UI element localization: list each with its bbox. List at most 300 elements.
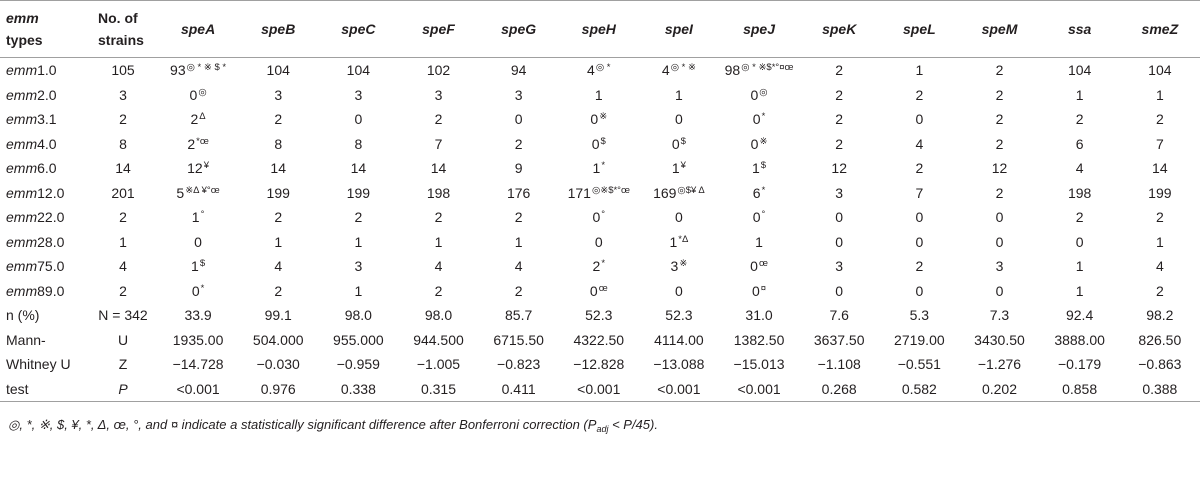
statistic-value: 0.388 [1142, 380, 1178, 397]
emm-type-cell [0, 83, 88, 108]
gene-count-value: 14 [350, 160, 367, 176]
gene-count-value: 2 [354, 209, 363, 225]
statistic-value: 0.338 [340, 380, 376, 397]
gene-count-value: 2 [915, 258, 924, 274]
gene-count-value: 104 [1067, 62, 1092, 78]
gene-count-cell [479, 230, 559, 255]
gene-count-value: 2 [514, 209, 523, 225]
gene-count-value: 0 [915, 233, 924, 250]
gene-count-cell [238, 156, 318, 181]
gene-count-cell [158, 205, 238, 230]
gene-count-value: 3 [354, 258, 363, 274]
significance-marks: œ [598, 282, 608, 294]
emm-type-number: 3.1 [37, 111, 57, 127]
statistic-value: 0.268 [821, 380, 857, 397]
gene-count-cell [318, 205, 398, 230]
header-gene-spek: speK [799, 1, 879, 58]
gene-count-cell [879, 205, 959, 230]
gene-count-value: 0 [752, 111, 761, 127]
statistic-value: 4114.00 [654, 331, 704, 348]
gene-count-cell [559, 181, 639, 206]
mann-whitney-row-z [0, 352, 1200, 377]
emm-type-cell [0, 132, 88, 157]
gene-count-cell [1040, 205, 1120, 230]
gene-count-value: 12 [991, 160, 1008, 176]
statistic-value: <0.001 [577, 380, 621, 397]
gene-count-cell [959, 107, 1039, 132]
header-gene-speh: speH [559, 1, 639, 58]
significance-marks: ◎ * ※$*°¤œ [741, 62, 794, 73]
strain-count: 2 [119, 209, 127, 225]
gene-count-cell [719, 279, 799, 304]
gene-count-value: 198 [426, 184, 451, 201]
emm-type-number: 89.0 [37, 282, 65, 299]
gene-count-cell [879, 83, 959, 108]
statistic-value: <0.001 [737, 380, 781, 397]
emm-type-prefix: emm [6, 86, 38, 103]
table-row [0, 132, 1200, 157]
statistic-name: U [117, 331, 129, 348]
footnote-lead: ◎, *, ※, $, ¥, *, Δ, œ, °, and ¤ indicate a statistically significant difference after Bonferroni correction ( [8, 417, 588, 432]
gene-count-cell [1120, 107, 1200, 132]
gene-count-cell [559, 279, 639, 304]
header-gene-speb: speB [238, 1, 318, 58]
statistic-value: 0.976 [260, 380, 296, 397]
header-gene-speg: speG [479, 1, 559, 58]
significance-marks: ° [761, 209, 766, 220]
gene-count-value: 2 [835, 62, 844, 78]
gene-count-cell [719, 254, 799, 279]
gene-count-cell [959, 205, 1039, 230]
summary-row [0, 303, 1200, 328]
emm-type-cell [0, 58, 88, 83]
strain-count: 3 [119, 86, 127, 103]
strain-count: 14 [115, 160, 131, 176]
gene-count-value: 1 [354, 233, 363, 250]
gene-count-cell [799, 83, 879, 108]
gene-count-value: 0 [995, 209, 1004, 225]
gene-count-value: 199 [1148, 184, 1172, 201]
gene-count-cell [238, 132, 318, 157]
gene-count-cell [479, 181, 559, 206]
gene-count-cell [238, 279, 318, 304]
gene-count-cell [479, 254, 559, 279]
gene-count-cell [639, 205, 719, 230]
gene-count-value: 0 [915, 282, 924, 299]
gene-count-value: 4 [915, 135, 924, 152]
gene-count-value: 102 [426, 62, 451, 78]
gene-count-value: 4 [1155, 258, 1164, 274]
significance-marks: $ [600, 135, 606, 147]
gene-count-value: 2 [1075, 209, 1084, 225]
gene-count-value: 7 [434, 135, 443, 152]
table-footnote [0, 416, 1200, 434]
gene-count-value: 0 [995, 233, 1004, 250]
statistic-value: 0.582 [901, 380, 937, 397]
gene-count-value: 1 [191, 258, 199, 274]
statistic-value: −0.823 [497, 356, 541, 372]
gene-count-value: 104 [346, 62, 371, 78]
gene-count-cell [398, 230, 478, 255]
significance-marks: ° [200, 209, 205, 220]
significance-marks: *œ [196, 135, 209, 147]
summary-percent: 5.3 [909, 307, 930, 323]
significance-marks: Δ [199, 111, 206, 122]
gene-count-cell [799, 181, 879, 206]
gene-count-value: 2 [592, 258, 601, 274]
gene-count-value: 1 [274, 233, 283, 250]
gene-count-cell [318, 279, 398, 304]
table-row [0, 230, 1200, 255]
gene-count-value: 1 [1075, 258, 1084, 274]
table-body [0, 58, 1200, 402]
emm-type-cell [0, 181, 88, 206]
summary-percent: 98.2 [1146, 307, 1174, 323]
statistic-value: 1935.00 [172, 331, 224, 348]
gene-count-cell [959, 156, 1039, 181]
gene-count-cell [1040, 230, 1120, 255]
gene-count-cell [559, 83, 639, 108]
significance-marks: ◎ [198, 86, 207, 98]
gene-count-cell [158, 83, 238, 108]
statistic-value: 0.411 [501, 380, 536, 397]
gene-count-value: 0 [915, 209, 924, 225]
header-no-of-strains: No. of strains [88, 1, 158, 58]
statistic-value: −0.551 [897, 356, 941, 372]
gene-count-cell [238, 230, 318, 255]
statistic-value: 2719.00 [894, 331, 945, 348]
gene-count-value: 1 [671, 160, 680, 176]
gene-count-value: 3 [514, 86, 523, 103]
gene-count-cell [318, 181, 398, 206]
gene-count-value: 1 [594, 86, 603, 103]
statistic-name: Z [118, 356, 128, 372]
gene-count-value: 2 [995, 62, 1004, 78]
emm-type-number: 1.0 [37, 62, 57, 78]
gene-count-value: 0 [835, 282, 844, 299]
footnote-tail: < P/45). [608, 417, 658, 432]
gene-count-cell [318, 132, 398, 157]
gene-count-value: 199 [266, 184, 290, 201]
summary-percent: 7.6 [829, 307, 849, 323]
gene-count-value: 4 [274, 258, 283, 274]
gene-count-cell [879, 58, 959, 83]
gene-count-value: 1 [191, 209, 200, 225]
gene-count-value: 0 [594, 233, 603, 250]
mann-whitney-label: Mann-Whitney U test [6, 331, 71, 397]
significance-marks: ◎$¥ Δ [677, 184, 705, 196]
gene-count-value: 9 [514, 160, 523, 176]
gene-count-value: 2 [995, 86, 1004, 103]
gene-count-cell [158, 107, 238, 132]
gene-count-cell [959, 83, 1039, 108]
gene-count-cell [639, 181, 719, 206]
gene-count-cell [879, 230, 959, 255]
significance-marks: * [200, 282, 205, 294]
gene-count-cell [799, 107, 879, 132]
gene-count-cell [398, 107, 478, 132]
strain-count: 2 [119, 111, 127, 127]
significance-marks: ※ [759, 135, 768, 147]
gene-count-value: 104 [1148, 62, 1172, 78]
table-row [0, 156, 1200, 181]
gene-count-cell [799, 132, 879, 157]
emm-type-number: 2.0 [37, 86, 57, 103]
gene-count-value: 6 [752, 184, 761, 201]
emm-type-number: 28.0 [37, 233, 65, 250]
gene-count-cell [559, 205, 639, 230]
gene-count-value: 4 [1075, 160, 1084, 176]
summary-percent: 98.0 [344, 307, 372, 323]
gene-count-value: 1 [752, 160, 760, 176]
significance-marks: ¤ [760, 282, 767, 294]
gene-count-value: 3 [434, 86, 443, 103]
significance-marks: *Δ [678, 233, 689, 245]
significance-marks: ° [601, 209, 606, 220]
gene-count-cell [559, 107, 639, 132]
statistic-value: −15.013 [733, 356, 785, 372]
gene-count-value: 1 [915, 62, 924, 78]
gene-count-cell [559, 230, 639, 255]
statistic-value: −1.108 [817, 356, 861, 372]
gene-count-value: 198 [1067, 184, 1092, 201]
gene-count-value: 2 [434, 209, 443, 225]
gene-count-cell [959, 279, 1039, 304]
gene-count-value: 0 [675, 111, 683, 127]
gene-count-value: 2 [190, 111, 199, 127]
gene-count-value: 0 [675, 209, 683, 225]
header-emm-types [0, 1, 88, 58]
gene-count-cell [559, 58, 639, 83]
gene-count-value: 2 [274, 209, 283, 225]
summary-total: N = 342 [98, 307, 148, 323]
gene-count-cell [719, 230, 799, 255]
gene-count-cell [639, 58, 719, 83]
gene-count-value: 0 [750, 86, 759, 103]
gene-count-value: 7 [915, 184, 924, 201]
gene-count-value: 3 [274, 86, 283, 103]
gene-count-cell [879, 279, 959, 304]
gene-count-value: 4 [514, 258, 523, 274]
gene-count-value: 176 [506, 184, 531, 201]
gene-count-cell [238, 107, 318, 132]
gene-count-cell [559, 156, 639, 181]
gene-count-value: 0 [354, 111, 363, 127]
gene-count-value: 0 [592, 209, 601, 225]
header-gene-spea: speA [158, 1, 238, 58]
emm-type-number: 6.0 [37, 160, 57, 176]
gene-count-cell [719, 58, 799, 83]
gene-count-cell [799, 230, 879, 255]
gene-count-cell [479, 107, 559, 132]
significance-marks: * [761, 111, 766, 122]
significance-marks: $ [680, 135, 686, 147]
header-row [0, 1, 1200, 58]
gene-count-cell [559, 254, 639, 279]
gene-count-cell [158, 132, 238, 157]
significance-marks: ◎ * [595, 62, 611, 73]
emm-type-prefix: emm [6, 209, 38, 225]
gene-count-value: 2 [835, 86, 844, 103]
gene-count-value: 2 [835, 111, 844, 127]
gene-count-cell [238, 254, 318, 279]
gene-count-value: 0 [591, 135, 600, 152]
summary-percent: 31.0 [745, 307, 773, 323]
gene-count-value: 1 [514, 233, 523, 250]
gene-count-cell [1040, 279, 1120, 304]
gene-count-value: 2 [835, 135, 844, 152]
summary-percent: 98.0 [424, 307, 453, 323]
gene-count-value: 0 [835, 233, 844, 250]
gene-count-cell [879, 181, 959, 206]
emm-type-cell [0, 205, 88, 230]
gene-count-value: 2 [915, 86, 924, 103]
gene-count-value: 14 [270, 160, 286, 176]
emm-type-cell [0, 254, 88, 279]
gene-count-value: 2 [274, 111, 283, 127]
gene-count-cell [639, 132, 719, 157]
table-header [0, 1, 1200, 58]
gene-count-cell [238, 205, 318, 230]
gene-count-value: 0 [514, 111, 523, 127]
gene-count-value: 1 [1075, 86, 1084, 103]
emm-type-cell [0, 279, 88, 304]
gene-count-cell [799, 156, 879, 181]
statistic-value: 1382.50 [733, 331, 785, 348]
emm-type-number: 22.0 [37, 209, 65, 225]
gene-count-value: 93 [170, 62, 186, 78]
gene-count-value: 1 [1155, 233, 1164, 250]
statistic-value: 955.000 [333, 331, 384, 348]
gene-count-cell [799, 254, 879, 279]
gene-count-cell [799, 205, 879, 230]
significance-marks: ※ [599, 111, 608, 122]
emm-type-prefix: emm [6, 62, 38, 78]
gene-count-value: 2 [514, 282, 523, 299]
emm-type-prefix: emm [6, 184, 38, 201]
gene-count-cell [1120, 132, 1200, 157]
gene-count-cell [719, 83, 799, 108]
gene-count-value: 12 [831, 160, 847, 176]
gene-count-cell [879, 107, 959, 132]
gene-count-value: 1 [669, 233, 678, 250]
table-row [0, 181, 1200, 206]
gene-count-cell [1040, 156, 1120, 181]
gene-count-cell [959, 230, 1039, 255]
mann-whitney-row-p [0, 377, 1200, 402]
table-row [0, 107, 1200, 132]
strain-count: 1 [119, 233, 127, 250]
gene-count-cell [799, 279, 879, 304]
gene-count-value: 0 [750, 258, 758, 274]
gene-count-cell [479, 58, 559, 83]
gene-count-cell [1120, 156, 1200, 181]
gene-count-value: 2 [1155, 282, 1164, 299]
gene-count-value: 3 [835, 184, 844, 201]
gene-count-cell [158, 181, 238, 206]
strain-count: 2 [119, 282, 127, 299]
gene-count-value: 8 [354, 135, 363, 152]
significance-marks: * [601, 160, 606, 171]
gene-count-cell [959, 254, 1039, 279]
significance-marks: ◎ * ※ [670, 62, 696, 73]
gene-count-cell [639, 83, 719, 108]
gene-count-cell [639, 107, 719, 132]
statistic-name: P [118, 380, 128, 397]
gene-count-cell [479, 205, 559, 230]
header-gene-spec: speC [318, 1, 398, 58]
gene-count-value: 14 [430, 160, 447, 176]
statistic-value: 0.202 [981, 380, 1017, 397]
statistic-value: 3430.50 [974, 331, 1025, 348]
statistic-value: −0.863 [1138, 356, 1182, 372]
gene-count-value: 2 [915, 160, 924, 176]
gene-count-cell [318, 230, 398, 255]
significance-marks: ※Δ ¥°œ [185, 184, 220, 196]
gene-count-cell [318, 156, 398, 181]
gene-count-value: 1 [1155, 86, 1164, 103]
gene-count-value: 2 [514, 135, 523, 152]
gene-count-value: 0 [191, 282, 200, 299]
gene-count-cell [318, 58, 398, 83]
gene-count-value: 4 [661, 62, 670, 78]
statistic-value: −0.959 [336, 356, 380, 372]
gene-count-cell [639, 279, 719, 304]
emm-type-cell [0, 107, 88, 132]
gene-count-value: 2 [1155, 209, 1164, 225]
gene-count-cell [398, 205, 478, 230]
gene-count-cell [398, 156, 478, 181]
gene-count-cell [1120, 254, 1200, 279]
gene-count-value: 1 [675, 86, 683, 103]
statistic-value: 0.858 [1062, 380, 1098, 397]
statistic-value: 504.000 [252, 331, 304, 348]
gene-count-cell [559, 132, 639, 157]
gene-count-value: 0 [589, 282, 598, 299]
statistic-value: 6715.50 [493, 331, 544, 348]
header-gene-spel: speL [879, 1, 959, 58]
gene-count-value: 1 [592, 160, 601, 176]
header-gene-smez: smeZ [1120, 1, 1200, 58]
gene-count-value: 12 [187, 160, 203, 176]
gene-count-cell [879, 132, 959, 157]
gene-count-value: 2 [187, 135, 196, 152]
gene-count-cell [1120, 58, 1200, 83]
gene-count-cell [639, 254, 719, 279]
gene-count-cell [719, 132, 799, 157]
header-gene-spem: speM [959, 1, 1039, 58]
gene-count-value: 0 [752, 282, 760, 299]
statistic-value: −1.005 [416, 356, 461, 372]
gene-count-cell [719, 107, 799, 132]
gene-count-cell [719, 205, 799, 230]
gene-count-value: 0 [671, 135, 680, 152]
significance-marks: ¥ [203, 160, 209, 171]
gene-count-value: 4 [587, 62, 595, 78]
summary-percent: 85.7 [505, 307, 533, 323]
gene-count-value: 94 [510, 62, 527, 78]
strain-count: 201 [111, 184, 135, 201]
gene-count-value: 1 [434, 233, 443, 250]
gene-count-cell [639, 156, 719, 181]
significance-marks: $ [760, 160, 767, 171]
gene-count-cell [398, 181, 478, 206]
summary-percent: 33.9 [184, 307, 212, 323]
gene-count-value: 171 [567, 184, 591, 201]
gene-count-value: 2 [1155, 111, 1164, 127]
significance-marks: œ [758, 258, 768, 269]
significance-marks: ◎ * ※ $ * [186, 62, 227, 73]
